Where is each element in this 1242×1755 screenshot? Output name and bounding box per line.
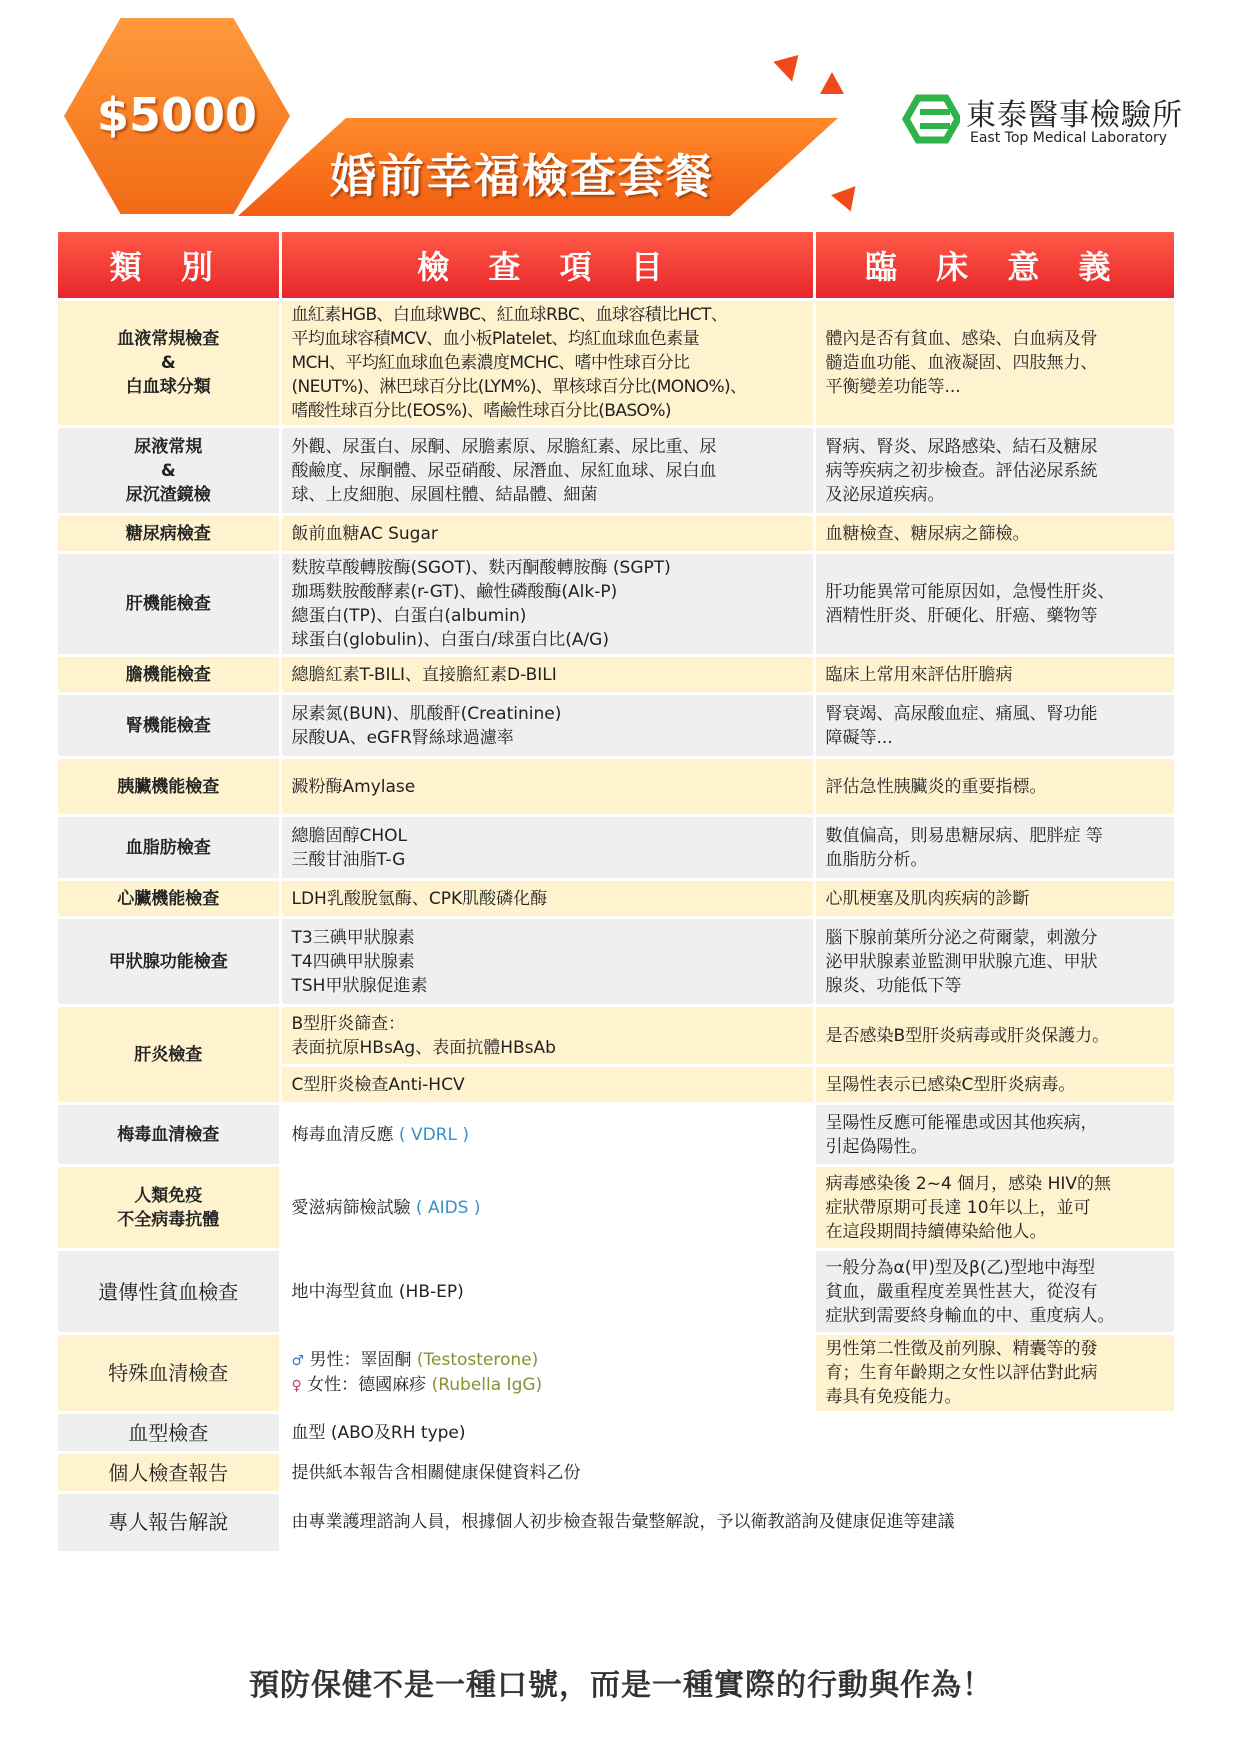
table-row (58, 1493, 1174, 1551)
table-row (58, 656, 1174, 694)
item-code: ( AIDS ) (415, 1197, 481, 1218)
category-cell: 特殊血清檢查 (58, 1334, 280, 1413)
item-line: T3三碘甲狀腺素 (291, 927, 415, 948)
table-row (58, 427, 1174, 515)
items-cell: C型肝炎檢查Anti-HCV (280, 1066, 814, 1104)
item-text: 梅毒血清反應 (291, 1124, 394, 1145)
meaning-line: 症狀到需要終身輸血的中、重度病人。 (825, 1305, 1115, 1326)
meaning-line: 症狀帶原期可長達 10年以上，並可 (825, 1197, 1091, 1218)
lab-logo-icon (902, 94, 960, 144)
meaning-cell (814, 1166, 1174, 1250)
triangle-decoration-icon (820, 72, 844, 94)
table-header-row (58, 232, 1174, 300)
category-cell: 腎機能檢查 (58, 694, 280, 758)
meaning-cell: 是否感染B型肝炎病毒或肝炎保護力。 (814, 1006, 1174, 1066)
meaning-cell (814, 427, 1174, 515)
item-text: 男性：睪固酮 (309, 1350, 412, 1370)
category-cell: 血脂肪檢查 (58, 816, 280, 880)
item-code: ( VDRL ) (398, 1124, 469, 1145)
page-title: 婚前幸福檢查套餐 (330, 149, 714, 203)
item-line: 尿素氮(BUN)、肌酸酐(Creatinine) (291, 703, 562, 724)
meaning-cell (814, 1334, 1174, 1413)
table-row (58, 553, 1174, 656)
items-cell (280, 1006, 814, 1066)
item-line: 總蛋白(TP)、白蛋白(albumin) (291, 606, 527, 626)
item-text: 愛滋病篩檢試驗 (291, 1197, 411, 1218)
table-row (58, 880, 1174, 918)
item-line: (NEUT%)、淋巴球百分比(LYM%)、單核球百分比(MONO%)、 (291, 377, 747, 397)
category-line: 尿沉渣鏡檢 (125, 484, 211, 505)
table-row (58, 694, 1174, 758)
price-label: $5000 (96, 88, 258, 142)
item-line: 三酸甘油脂T-G (291, 849, 406, 870)
table-row (58, 1006, 1174, 1066)
table-row (58, 300, 1174, 427)
category-line: 血液常規檢查 (117, 329, 220, 349)
meaning-line: 引起偽陽性。 (825, 1136, 928, 1157)
meaning-line: 腎病、腎炎、尿路感染、結石及糖尿 (825, 436, 1098, 457)
meaning-line: 腎衰竭、高尿酸血症、痛風、腎功能 (825, 703, 1098, 724)
meaning-cell (814, 816, 1174, 880)
items-cell (280, 1166, 814, 1250)
item-line (292, 1348, 803, 1373)
header-meaning: 臨 床 意 義 (814, 232, 1174, 300)
category-line: 不全病毒抗體 (117, 1209, 220, 1230)
category-cell: 血型檢查 (58, 1413, 280, 1453)
items-cell (280, 918, 814, 1006)
item-line: 尿酸UA、eGFR腎絲球過濾率 (291, 727, 514, 748)
items-cell (280, 694, 814, 758)
item-line: 珈瑪麩胺酸酵素(r-GT)、鹼性磷酸酶(Alk-P) (291, 582, 618, 602)
item-line: T4四碘甲狀腺素 (291, 951, 415, 972)
meaning-line: 酒精性肝炎、肝硬化、肝癌、藥物等 (825, 606, 1098, 626)
table-row (58, 918, 1174, 1006)
category-line: & (160, 353, 176, 373)
item-line (292, 1373, 803, 1398)
category-cell: 肝炎檢查 (58, 1006, 280, 1104)
triangle-decoration-icon (831, 186, 863, 216)
item-line: 球蛋白(globulin)、白蛋白/球蛋白比(A/G) (291, 630, 609, 650)
category-line: 尿液常規 (134, 436, 203, 457)
meaning-cell: 心肌梗塞及肌肉疾病的診斷 (814, 880, 1174, 918)
items-cell: 澱粉酶Amylase (280, 758, 814, 816)
item-line: 球、上皮細胞、尿圓柱體、結晶體、細菌 (291, 484, 598, 505)
meaning-line: 肝功能異常可能原因如，急慢性肝炎、 (825, 582, 1115, 602)
item-line: 平均血球容積MCV、血小板Platelet、均紅血球血色素量 (291, 329, 700, 349)
items-cell: 血型 (ABO及RH type) (280, 1413, 1174, 1453)
meaning-line: 及泌尿道疾病。 (825, 484, 945, 505)
category-cell: 專人報告解說 (58, 1493, 280, 1551)
item-line: MCH、平均紅血球血色素濃度MCHC、嗜中性球百分比 (291, 353, 690, 373)
meaning-cell (814, 1250, 1174, 1334)
meaning-line: 血脂肪分析。 (825, 849, 928, 870)
item-line: B型肝炎篩查： (291, 1013, 406, 1034)
category-cell: 胰臟機能檢查 (58, 758, 280, 816)
item-line: TSH甲狀腺促進素 (291, 975, 428, 996)
triangle-decoration-icon (773, 55, 804, 85)
items-cell (280, 300, 814, 427)
meaning-line: 貧血，嚴重程度差異性甚大，從沒有 (825, 1281, 1098, 1302)
header-category: 類 別 (58, 232, 280, 300)
footer-slogan: 預防保健不是一種口號，而是一種實際的行動與作為！ (249, 1668, 993, 1703)
meaning-line: 病毒感染後 2~4 個月，感染 HIV的無 (825, 1173, 1112, 1194)
category-cell: 遺傳性貧血檢查 (58, 1250, 280, 1334)
meaning-cell: 評估急性胰臟炎的重要指標。 (814, 758, 1174, 816)
items-cell (280, 1334, 814, 1413)
items-cell: 飯前血糖AC Sugar (280, 515, 814, 553)
table-row (58, 1166, 1174, 1250)
category-cell: 甲狀腺功能檢查 (58, 918, 280, 1006)
meaning-cell (814, 553, 1174, 656)
items-cell: 總膽紅素T-BILI、直接膽紅素D-BILI (280, 656, 814, 694)
meaning-line: 障礙等... (825, 727, 893, 748)
lab-name-en: East Top Medical Laboratory (970, 130, 1168, 146)
item-line: 麩胺草酸轉胺酶(SGOT)、麩丙酮酸轉胺酶 (SGPT) (291, 558, 671, 578)
category-cell: 糖尿病檢查 (58, 515, 280, 553)
meaning-line: 男性第二性徵及前列腺、精囊等的發 (825, 1339, 1098, 1359)
meaning-line: 髓造血功能、血液凝固、四肢無力、 (825, 353, 1098, 373)
category-line: 人類免疫 (134, 1185, 203, 1206)
items-cell (280, 427, 814, 515)
item-code: (Testosterone) (416, 1350, 539, 1370)
table-row (58, 1250, 1174, 1334)
item-line: 總膽固醇CHOL (291, 825, 408, 846)
meaning-line: 腦下腺前葉所分泌之荷爾蒙，刺激分 (825, 927, 1098, 948)
meaning-line: 在這段期間持續傳染給他人。 (825, 1221, 1047, 1242)
exam-table (58, 232, 1174, 1551)
meaning-line: 病等疾病之初步檢查。評估泌尿系統 (825, 460, 1098, 481)
table-row (58, 1334, 1174, 1413)
items-cell (280, 816, 814, 880)
items-cell (280, 1104, 814, 1166)
category-cell (58, 300, 280, 427)
items-cell: 由專業護理諮詢人員，根據個人初步檢查報告彙整解說，予以衛教諮詢及健康促進等建議 (280, 1493, 1174, 1551)
category-cell (58, 427, 280, 515)
header-items: 檢 查 項 目 (280, 232, 814, 300)
items-cell (280, 553, 814, 656)
item-line: 血紅素HGB、白血球WBC、紅血球RBC、血球容積比HCT、 (291, 305, 728, 325)
category-cell: 心臟機能檢查 (58, 880, 280, 918)
meaning-line: 毒具有免疫能力。 (825, 1387, 962, 1407)
meaning-line: 平衡變差功能等... (825, 377, 961, 397)
meaning-cell (814, 1104, 1174, 1166)
items-cell: 提供紙本報告含相關健康保健資料乙份 (280, 1453, 1174, 1493)
category-line: & (160, 460, 176, 481)
table-row (58, 1453, 1174, 1493)
meaning-line: 呈陽性反應可能罹患或因其他疾病， (825, 1112, 1098, 1133)
meaning-line: 泌甲狀腺素並監測甲狀腺亢進、甲狀 (825, 951, 1098, 972)
category-cell: 梅毒血清檢查 (58, 1104, 280, 1166)
male-icon: ♂ (291, 1353, 305, 1369)
meaning-cell: 臨床上常用來評估肝膽病 (814, 656, 1174, 694)
meaning-cell: 血糖檢查、糖尿病之篩檢。 (814, 515, 1174, 553)
item-line: 酸鹼度、尿酮體、尿亞硝酸、尿潛血、尿紅血球、尿白血 (291, 460, 717, 481)
female-icon: ♀ (291, 1378, 302, 1394)
items-cell: LDH乳酸脫氫酶、CPK肌酸磷化酶 (280, 880, 814, 918)
meaning-line: 數值偏高，則易患糖尿病、肥胖症 等 (825, 825, 1103, 846)
table-row (58, 816, 1174, 880)
item-code: (Rubella IgG) (431, 1375, 543, 1395)
meaning-line: 體內是否有貧血、感染、白血病及骨 (825, 329, 1098, 349)
meaning-cell (814, 694, 1174, 758)
table-row (58, 758, 1174, 816)
item-text: 女性：德國麻疹 (307, 1375, 427, 1395)
table-row (58, 1413, 1174, 1453)
meaning-line: 腺炎、功能低下等 (825, 975, 962, 996)
meaning-cell: 呈陽性表示已感染C型肝炎病毒。 (814, 1066, 1174, 1104)
category-cell: 膽機能檢查 (58, 656, 280, 694)
category-line: 白血球分類 (125, 377, 211, 397)
item-line: 外觀、尿蛋白、尿酮、尿膽素原、尿膽紅素、尿比重、尿 (291, 436, 717, 457)
item-line: 表面抗原HBsAg、表面抗體HBsAb (291, 1037, 556, 1058)
meaning-cell (814, 300, 1174, 427)
lab-name-cn: 東泰醫事檢驗所 (966, 98, 1183, 133)
meaning-cell (814, 918, 1174, 1006)
category-cell: 個人檢查報告 (58, 1453, 280, 1493)
items-cell: 地中海型貧血 (HB-EP) (280, 1250, 814, 1334)
table-row (58, 515, 1174, 553)
category-cell: 肝機能檢查 (58, 553, 280, 656)
table-row (58, 1104, 1174, 1166)
meaning-line: 一般分為α(甲)型及β(乙)型地中海型 (825, 1257, 1096, 1278)
meaning-line: 育；生育年齡期之女性以評估對此病 (825, 1363, 1098, 1383)
item-line: 嗜酸性球百分比(EOS%)、嗜鹼性球百分比(BASO%) (291, 401, 671, 421)
category-cell (58, 1166, 280, 1250)
